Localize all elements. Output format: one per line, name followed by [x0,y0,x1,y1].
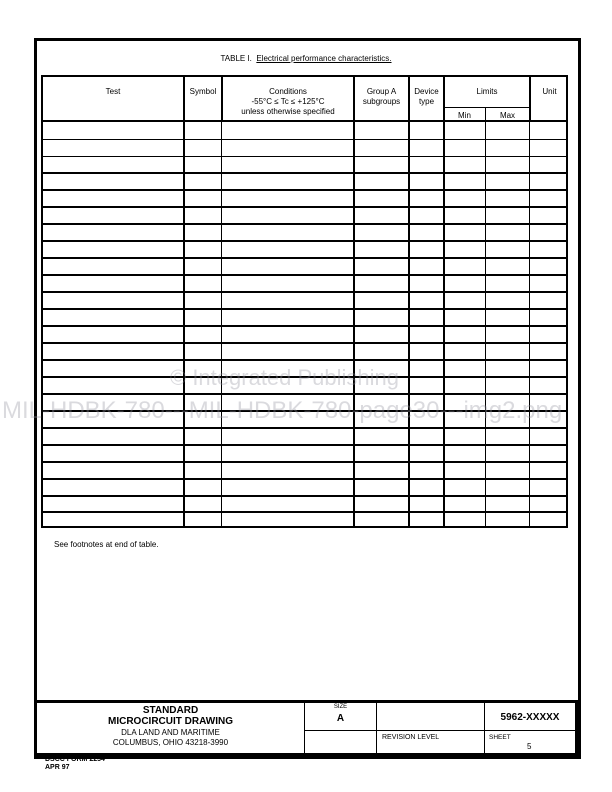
table-row [43,206,566,223]
table-row [43,461,566,478]
drawing-number: 5962-XXXXX [500,712,560,723]
title-standard-block [37,705,304,748]
table-row [43,444,566,461]
table-row [43,410,566,427]
table-row [43,511,566,526]
header-conditions: Conditions -55°C ≤ Tc ≤ +125°C unless otherwise specified [241,87,335,116]
sheet-value: 5 [527,742,532,751]
table-row [43,139,566,156]
footnote-note: See footnotes at end of table. [54,540,159,549]
header-device-type: Device type [414,87,439,106]
table-row [43,274,566,291]
size-label: SIZE [333,704,348,710]
header-group-a: Group A subgroups [362,87,401,106]
header-min: Min [458,111,471,120]
table-row [43,257,566,274]
form-info [45,756,105,772]
table-row [43,393,566,410]
table-row [43,189,566,206]
table-row [43,427,566,444]
watermark-line2: MIL-HDBK-780---MIL-HDBK-780-page30---img2.png [2,397,563,424]
table-row [43,359,566,376]
header-test: Test [105,87,121,96]
form-date: APR 97 [45,764,70,771]
table-row [43,495,566,511]
table-row [43,172,566,189]
watermark-line1: © Integrated Publishing [170,365,400,390]
table-row [43,376,566,393]
revision-label: REVISION LEVEL [382,734,440,741]
table-row [43,478,566,495]
sheet-label: SHEET [489,734,511,741]
caption-title: Electrical performance characteristics. [256,54,392,63]
form-number: DSCC FORM 2234 [45,756,105,763]
table-row [43,342,566,359]
header-unit: Unit [542,87,557,96]
table-row [43,156,566,172]
header-max: Max [499,111,516,120]
table-row [43,122,566,139]
title-agency: DLA LAND AND MARITIME [121,728,220,737]
header-limits: Limits [476,87,498,96]
header-symbol: Symbol [189,87,217,96]
table-body [41,122,568,528]
table-row [43,308,566,325]
table-header [41,75,568,122]
title-standard: STANDARD [142,705,199,716]
table-row [43,240,566,257]
title-block [34,700,578,756]
table-row [43,223,566,240]
caption-prefix: TABLE I. [220,54,252,63]
size-value: A [336,713,345,724]
table-caption [0,54,612,63]
table-row [43,291,566,308]
title-address: COLUMBUS, OHIO 43218-3990 [112,738,229,747]
table-row [43,325,566,342]
title-drawing: MICROCIRCUIT DRAWING [108,716,233,727]
